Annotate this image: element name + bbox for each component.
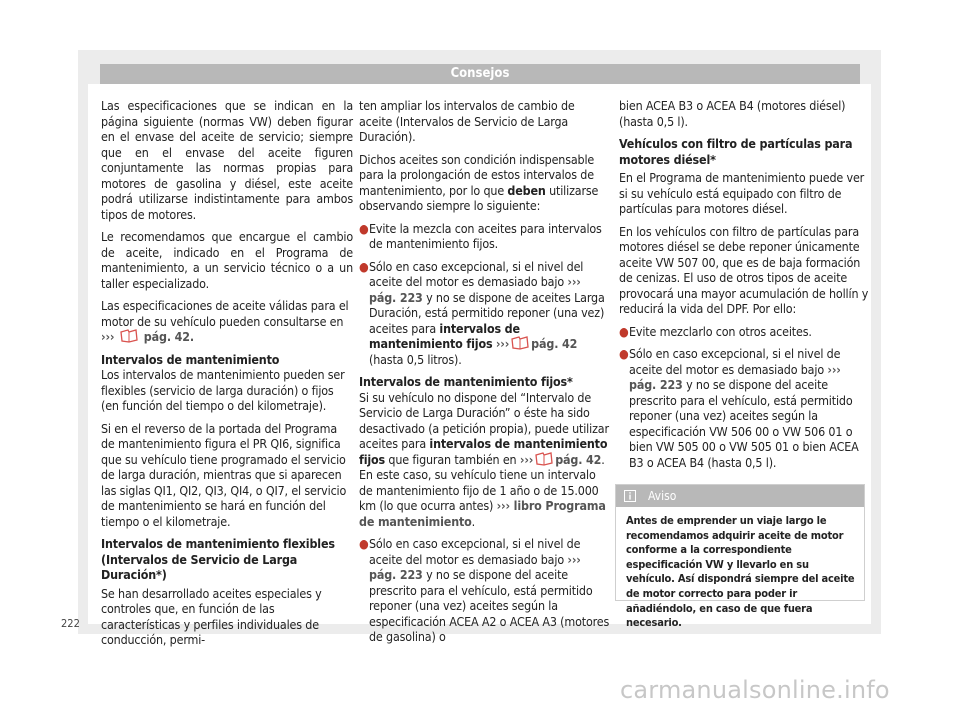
bullet-icon: ● <box>359 220 369 236</box>
paragraph <box>101 298 353 345</box>
paragraph: ten ampliar los intervalos de cambio de aceite (Intervalos de Servicio de Larga Duración). <box>359 98 575 144</box>
column-2 <box>359 98 611 652</box>
list-item <box>359 536 611 645</box>
book-icon <box>120 329 138 343</box>
column-1 <box>101 98 353 655</box>
paragraph: En el Programa de mantenimiento puede ver si su vehículo está equipado con filtro de partículas para motores diésel. <box>619 170 865 216</box>
paragraph-text: Las especificaciones de aceite válidas para el motor de su vehículo pueden consultarse en <box>101 298 349 329</box>
paragraph-text: Si su vehículo no dispone del “Intervalo de Servicio de Larga Duración” o éste ha sido desactivado (a petición propia), puede utilizar aceites para <box>359 389 609 451</box>
subheading: Intervalos de mantenimiento flexibles (Intervalos de Servicio de Larga Duración*) <box>101 536 335 582</box>
page-reference-link[interactable] <box>520 452 601 467</box>
paragraph: bien ACEA B3 o ACEA B4 (motores diésel) (hasta 0,5 l). <box>619 98 846 129</box>
reference-book: libro Programa de mantenimiento <box>359 498 606 529</box>
page-number: 222 <box>61 617 80 630</box>
paragraph: Si en el reverso de la portada del Programa de mantenimiento figura el PR QI6, significa que su vehículo tiene programado el servicio de larga duración, mientras que si aparecen las siglas QI1, QI2, QI3, QI4, o QI7, el servicio de mantenimiento se hará en función del tiempo o el kilometraje. <box>101 420 347 529</box>
notice-title: Aviso <box>648 489 677 503</box>
column-3 <box>619 98 871 477</box>
emphasis: deben <box>507 182 546 198</box>
reference-page: pág. 42 <box>555 451 602 467</box>
subheading: Intervalos de mantenimiento <box>101 351 280 367</box>
list-item-text: y no se dispone de aceites Larga Duración, está permitido reponer (una vez) aceites para <box>369 289 605 336</box>
section-header: Consejos <box>100 64 860 84</box>
reference-arrows: ››› <box>827 361 841 377</box>
list-item <box>359 259 611 368</box>
reference-page: pág. 223 <box>369 567 423 582</box>
book-icon <box>511 336 529 350</box>
list-item-text: (hasta 0,5 litros). <box>369 351 462 367</box>
paragraph-text: Dichos aceites son condición indispensable para la prolongación de estos intervalos de mantenimiento, por lo que <box>359 151 595 198</box>
info-icon <box>624 490 636 502</box>
emphasis: intervalos de mantenimiento fijos <box>359 436 608 467</box>
list-item-text: Evite la mezcla con aceites para intervalos de mantenimiento fijos. <box>369 220 602 251</box>
book-icon <box>535 452 553 466</box>
paragraph: Los intervalos de mantenimiento pueden ser flexibles (servicio de larga duración) o fijos (en función del tiempo o del kilometraje). <box>101 367 345 413</box>
reference-arrows: ››› <box>567 274 581 289</box>
watermark: carmanualsonline.info <box>620 676 890 704</box>
subheading: Vehículos con filtro de partículas para motores diésel* <box>619 136 853 167</box>
bullet-icon: ● <box>619 346 629 361</box>
bullet-icon: ● <box>359 536 369 551</box>
paragraph: En los vehículos con filtro de partículas para motores diésel se debe reponer únicamente aceite VW 507 00, que es de baja formación de cenizas. El uso de otros tipos de aceite provocará una mayor acumulación de hollín y reducirá la vida del DPF. Por ello: <box>619 223 869 316</box>
notice-text: Antes de emprender un viaje largo le recomendamos adquirir aceite de motor conforme a la correspondiente especificación VW y llevarlo en su vehículo. Así dispondrá siempre del aceite de motor correcto para poder ir añadiéndolo, en caso de que fuera necesario. <box>626 514 855 630</box>
reference-page: pág. 42 <box>143 329 190 344</box>
list-item <box>359 221 611 252</box>
subheading: Intervalos de mantenimiento fijos* <box>359 374 573 389</box>
paragraph: Si su vehículo no dispone del “Intervalo de Servicio de Larga Duración” o éste ha sido desactivado (a petición propia), puede utilizar aceites para intervalos de mantenimiento fijos que figuran también en ››› pág. 42. En este caso, su vehículo tiene un intervalo de mantenimiento fijo de 1 año o de 15.000 km (lo que ocurra antes) ››› libro Programa de mantenimiento. <box>359 389 609 529</box>
list-item-text: y no se dispone del aceite prescrito para el vehículo, está permitido reponer (una vez) aceites según la especificación VW 506 00 o VW 506 01 o bien VW 505 00 o VW 505 01 o bien ACEA B3 o ACEA B4 (hasta 0,5 l). <box>629 377 859 470</box>
reference-arrows: ››› <box>567 551 581 567</box>
page-reference-link[interactable] <box>496 336 577 351</box>
paragraph-text: utilizarse observando siempre lo siguiente: <box>359 182 599 213</box>
reference-page: pág. 42 <box>531 336 578 351</box>
list-item <box>619 324 871 340</box>
bullet-icon: ● <box>619 323 629 339</box>
reference-arrows: ››› <box>496 498 510 513</box>
list-item <box>619 346 871 470</box>
notice-header <box>616 485 864 507</box>
list-item-text: y no se dispone del aceite prescrito para el vehículo, está permitido reponer (una vez) aceites según la especificación ACEA A2 o ACEA A3 (motores de gasolina) o <box>369 567 610 644</box>
reference-arrows: ››› <box>495 336 510 351</box>
bullet-icon: ● <box>359 258 369 274</box>
paragraph-text: que figuran también en <box>388 451 517 467</box>
notice-box <box>615 484 865 630</box>
emphasis: intervalos de mantenimiento fijos <box>369 320 520 351</box>
reference-page: pág. 223 <box>629 377 683 392</box>
reference-arrows: ››› <box>101 329 115 344</box>
list-item-text: Sólo en caso excepcional, si el nivel de aceite del motor es demasiado bajo <box>629 346 841 377</box>
list-item-text: Evite mezclarlo con otros aceites. <box>629 323 812 339</box>
paragraph-text: . En este caso, su vehículo tiene un intervalo de mantenimiento fijo de 1 año o de 15.000 km (lo que ocurra antes) <box>359 451 605 513</box>
paragraph: Le recomendamos que encargue el cambio de aceite, indicado en el Programa de mantenimiento, a un servicio técnico o a un taller especializado. <box>101 229 353 291</box>
list-item-text: Sólo en caso excepcional, si el nivel de aceite del motor es demasiado bajo <box>369 536 581 567</box>
paragraph: Se han desarrollado aceites especiales y controles que, en función de las características y perfiles individuales de conducción, permi- <box>101 585 322 647</box>
page-reference-link[interactable]: ››› pág. 42. <box>101 329 194 344</box>
reference-page: pág. 223 <box>369 289 423 305</box>
list-item-text: Sólo en caso excepcional, si el nivel del aceite del motor es demasiado bajo <box>369 258 584 289</box>
reference-arrows: ››› <box>519 451 534 467</box>
paragraph <box>359 152 611 214</box>
paragraph: Las especificaciones que se indican en la página siguiente (normas VW) deben figurar en el envase del aceite de servicio; siempre que en el envase del aceite figuren conjuntamente las normas propias para motores de gasolina y diésel, este aceite podrá utilizarse indistintamente para ambos tipos de motores. <box>101 98 353 222</box>
